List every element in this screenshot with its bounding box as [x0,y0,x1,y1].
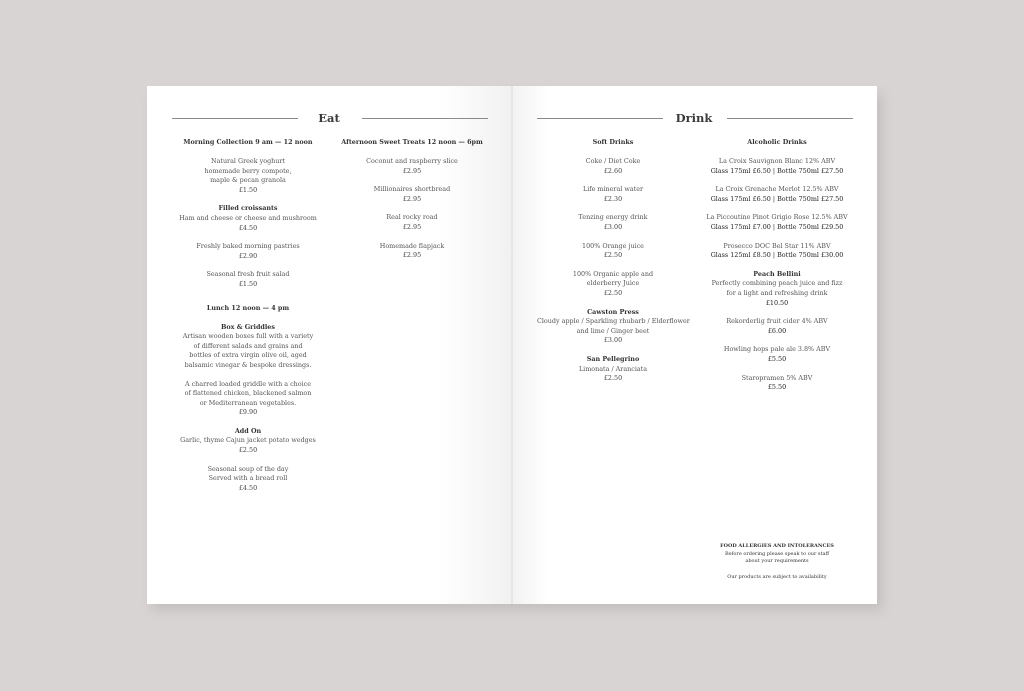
menu-item [537,157,689,176]
menu-item [700,374,854,393]
menu-item-description: Prosecco DOC Bel Star 11% ABV [723,241,831,250]
menu-item-price: £4.50 [238,223,258,232]
menu-item [537,270,689,299]
menu-item-description: A charred loaded griddle with a choice [184,379,312,388]
menu-item-description: Artisan wooden boxes full with a variety [182,332,314,341]
menu-item-description: of flattened chicken, blackened salmon [184,389,312,398]
menu-item-description: La Croix Sauvignon Blanc 12% ABV [718,157,836,165]
menu-item-description: balsamic vinegar & bespoke dressings. [184,360,312,369]
menu-item-price: £2.50 [603,374,623,383]
morning-lunch-column [172,138,324,502]
menu-item [537,308,689,346]
soft-drinks-heading: Soft Drinks [592,138,634,146]
afternoon-list [336,157,488,261]
menu-item [700,157,854,176]
allergy-notice-line-2: about your requirements [745,558,809,565]
menu-item [336,213,488,232]
menu-spine [511,86,513,604]
menu-item [700,213,854,232]
menu-item-description: Howling hops pale ale 3.8% ABV [723,345,831,354]
menu-item-description: and lime / Ginger beet [576,326,650,335]
allergy-notice-heading: FOOD ALLERGIES AND INTOLERANCES [720,543,834,549]
lunch-list [172,323,324,494]
eat-title: Eat [318,111,340,125]
morning-heading: Morning Collection 9 am — 12 noon [183,138,313,146]
menu-item [700,345,854,364]
menu-item [700,242,854,261]
menu-item-description: Cloudy apple / Sparkling rhubarb / Elderflower [537,317,690,326]
menu-item [537,355,689,384]
menu-item-name: Box & Griddles [221,322,275,331]
menu-item-price: Glass 175ml £6.50 | Bottle 750ml £27.50 [710,166,844,175]
availability-note: Our products are subject to availability [727,573,827,580]
menu-item-description: La Piccoutine Pinot Grigio Rose 12.5% ABV [706,213,848,222]
menu-item-description: Tenzing energy drink [578,213,648,222]
menu-item [700,270,854,308]
alcoholic-drinks-heading: Alcoholic Drinks [747,138,807,146]
menu-item-description: Perfectly combining peach juice and fizz [711,279,843,288]
menu-item-description: Limonata / Aranciata [578,364,648,373]
menu-item-name: San Pellegrino [586,354,640,363]
menu-item-description: La Croix Grenache Merlot 12.5% ABV [715,185,839,194]
menu-item-description: homemade berry compote, [204,166,292,175]
menu-item-price: £9.90 [238,408,258,417]
menu-item-price: £6.00 [767,326,787,335]
menu-item-price: £2.95 [402,222,422,231]
menu-item-price: £4.50 [238,483,258,492]
menu-item [537,185,689,204]
menu-item [172,157,324,195]
menu-item [537,242,689,261]
menu-item-price: £2.95 [402,251,422,260]
menu-item-description: Staropramen 5% ABV [741,373,813,382]
menu-item-description: Ham and cheese or cheese and mushroom [179,213,317,222]
menu-item-description: maple & pecan granola [210,176,286,185]
menu-item [172,323,324,371]
eat-rule-left [172,118,298,119]
menu-item [172,380,324,418]
menu-item [172,242,324,261]
menu-item-price: £3.00 [603,222,623,231]
menu-item-description: 100% Orange juice [582,241,644,250]
menu-item-price: £2.90 [238,251,258,260]
menu-item [537,213,689,232]
menu-item-price: £2.50 [603,288,623,297]
menu-item-price: Glass 125ml £8.50 | Bottle 750ml £30.00 [710,251,844,260]
afternoon-column [336,138,488,270]
menu-item-price: £2.95 [402,166,422,175]
menu-item [336,242,488,261]
menu-item [172,427,324,456]
allergy-notice-line-1: Before ordering please speak to our staff [724,550,830,557]
drink-rule-left [537,118,663,119]
menu-item [336,185,488,204]
menu-item-description: Rekorderlig fruit cider 4% ABV [726,317,828,326]
menu-item [700,185,854,204]
menu-item-description: Homemade flapjack [379,241,445,250]
menu-item-price: Glass 175ml £6.50 | Bottle 750ml £27.50 [710,194,844,203]
menu-item-description: or Mediterranean vegetables. [199,398,297,407]
menu-item [172,465,324,494]
menu-item-description: Served with a bread roll [208,474,288,483]
menu-item [700,317,854,336]
menu-item-name: Filled croissants [218,204,278,213]
morning-list [172,157,324,290]
menu-item-price: £10.50 [765,298,789,307]
menu-item-name: Peach Bellini [753,269,801,278]
drink-rule-right [727,118,853,119]
menu-item-description: Real rocky road [386,213,438,222]
alcoholic-drinks-column [700,138,854,402]
menu-item-price: £2.50 [238,446,258,455]
menu-item-description: elderberry Juice [586,279,640,288]
lunch-heading: Lunch 12 noon — 4 pm [206,303,290,312]
menu-item-description: Seasonal soup of the day [207,464,289,473]
menu-item-name: Add On [234,426,262,435]
menu-item-description: Freshly baked morning pastries [196,242,300,251]
eat-rule-right [362,118,488,119]
menu-item-description: Coke / Diet Coke [585,157,641,165]
menu-item-price: £1.50 [238,185,258,194]
menu-item [172,270,324,289]
soft-drinks-list [537,157,689,384]
menu-item-price: £2.95 [402,194,422,203]
menu-item-description: Garlic, thyme Cajun jacket potato wedges [180,436,316,445]
menu-item-description: Millionaires shortbread [373,185,451,194]
menu-item-price: £2.30 [603,194,623,203]
alcoholic-drinks-list [700,157,854,393]
menu-item-description: bottles of extra virgin olive oil, aged [189,351,307,360]
drink-title: Drink [675,111,713,125]
menu-item-price: £2.50 [603,251,623,260]
menu-item [336,157,488,176]
menu-item-description: Coconut and raspberry slice [366,157,458,165]
menu-item-price: £2.60 [603,166,623,175]
soft-drinks-column [537,138,689,393]
menu-item-price: £5.50 [767,354,787,363]
menu-item-description: 100% Organic apple and [572,269,654,278]
menu-item-description: Seasonal fresh fruit salad [206,270,290,279]
menu-item [172,204,324,233]
menu-item-description: of different salads and grains and [193,341,303,350]
menu-item-description: for a light and refreshing drink [726,288,828,297]
menu-item-description: Natural Greek yoghurt [210,157,286,165]
afternoon-heading: Afternoon Sweet Treats 12 noon — 6pm [341,138,483,146]
allergy-notice [700,543,854,581]
menu-item-price: £3.00 [603,336,623,345]
menu-item-price: £5.50 [767,383,787,392]
menu-item-price: £1.50 [238,279,258,288]
menu-item-name: Cawston Press [587,307,639,316]
menu-item-description: Life mineral water [582,185,644,194]
menu-item-price: Glass 175ml £7.00 | Bottle 750ml £29.50 [710,222,844,231]
